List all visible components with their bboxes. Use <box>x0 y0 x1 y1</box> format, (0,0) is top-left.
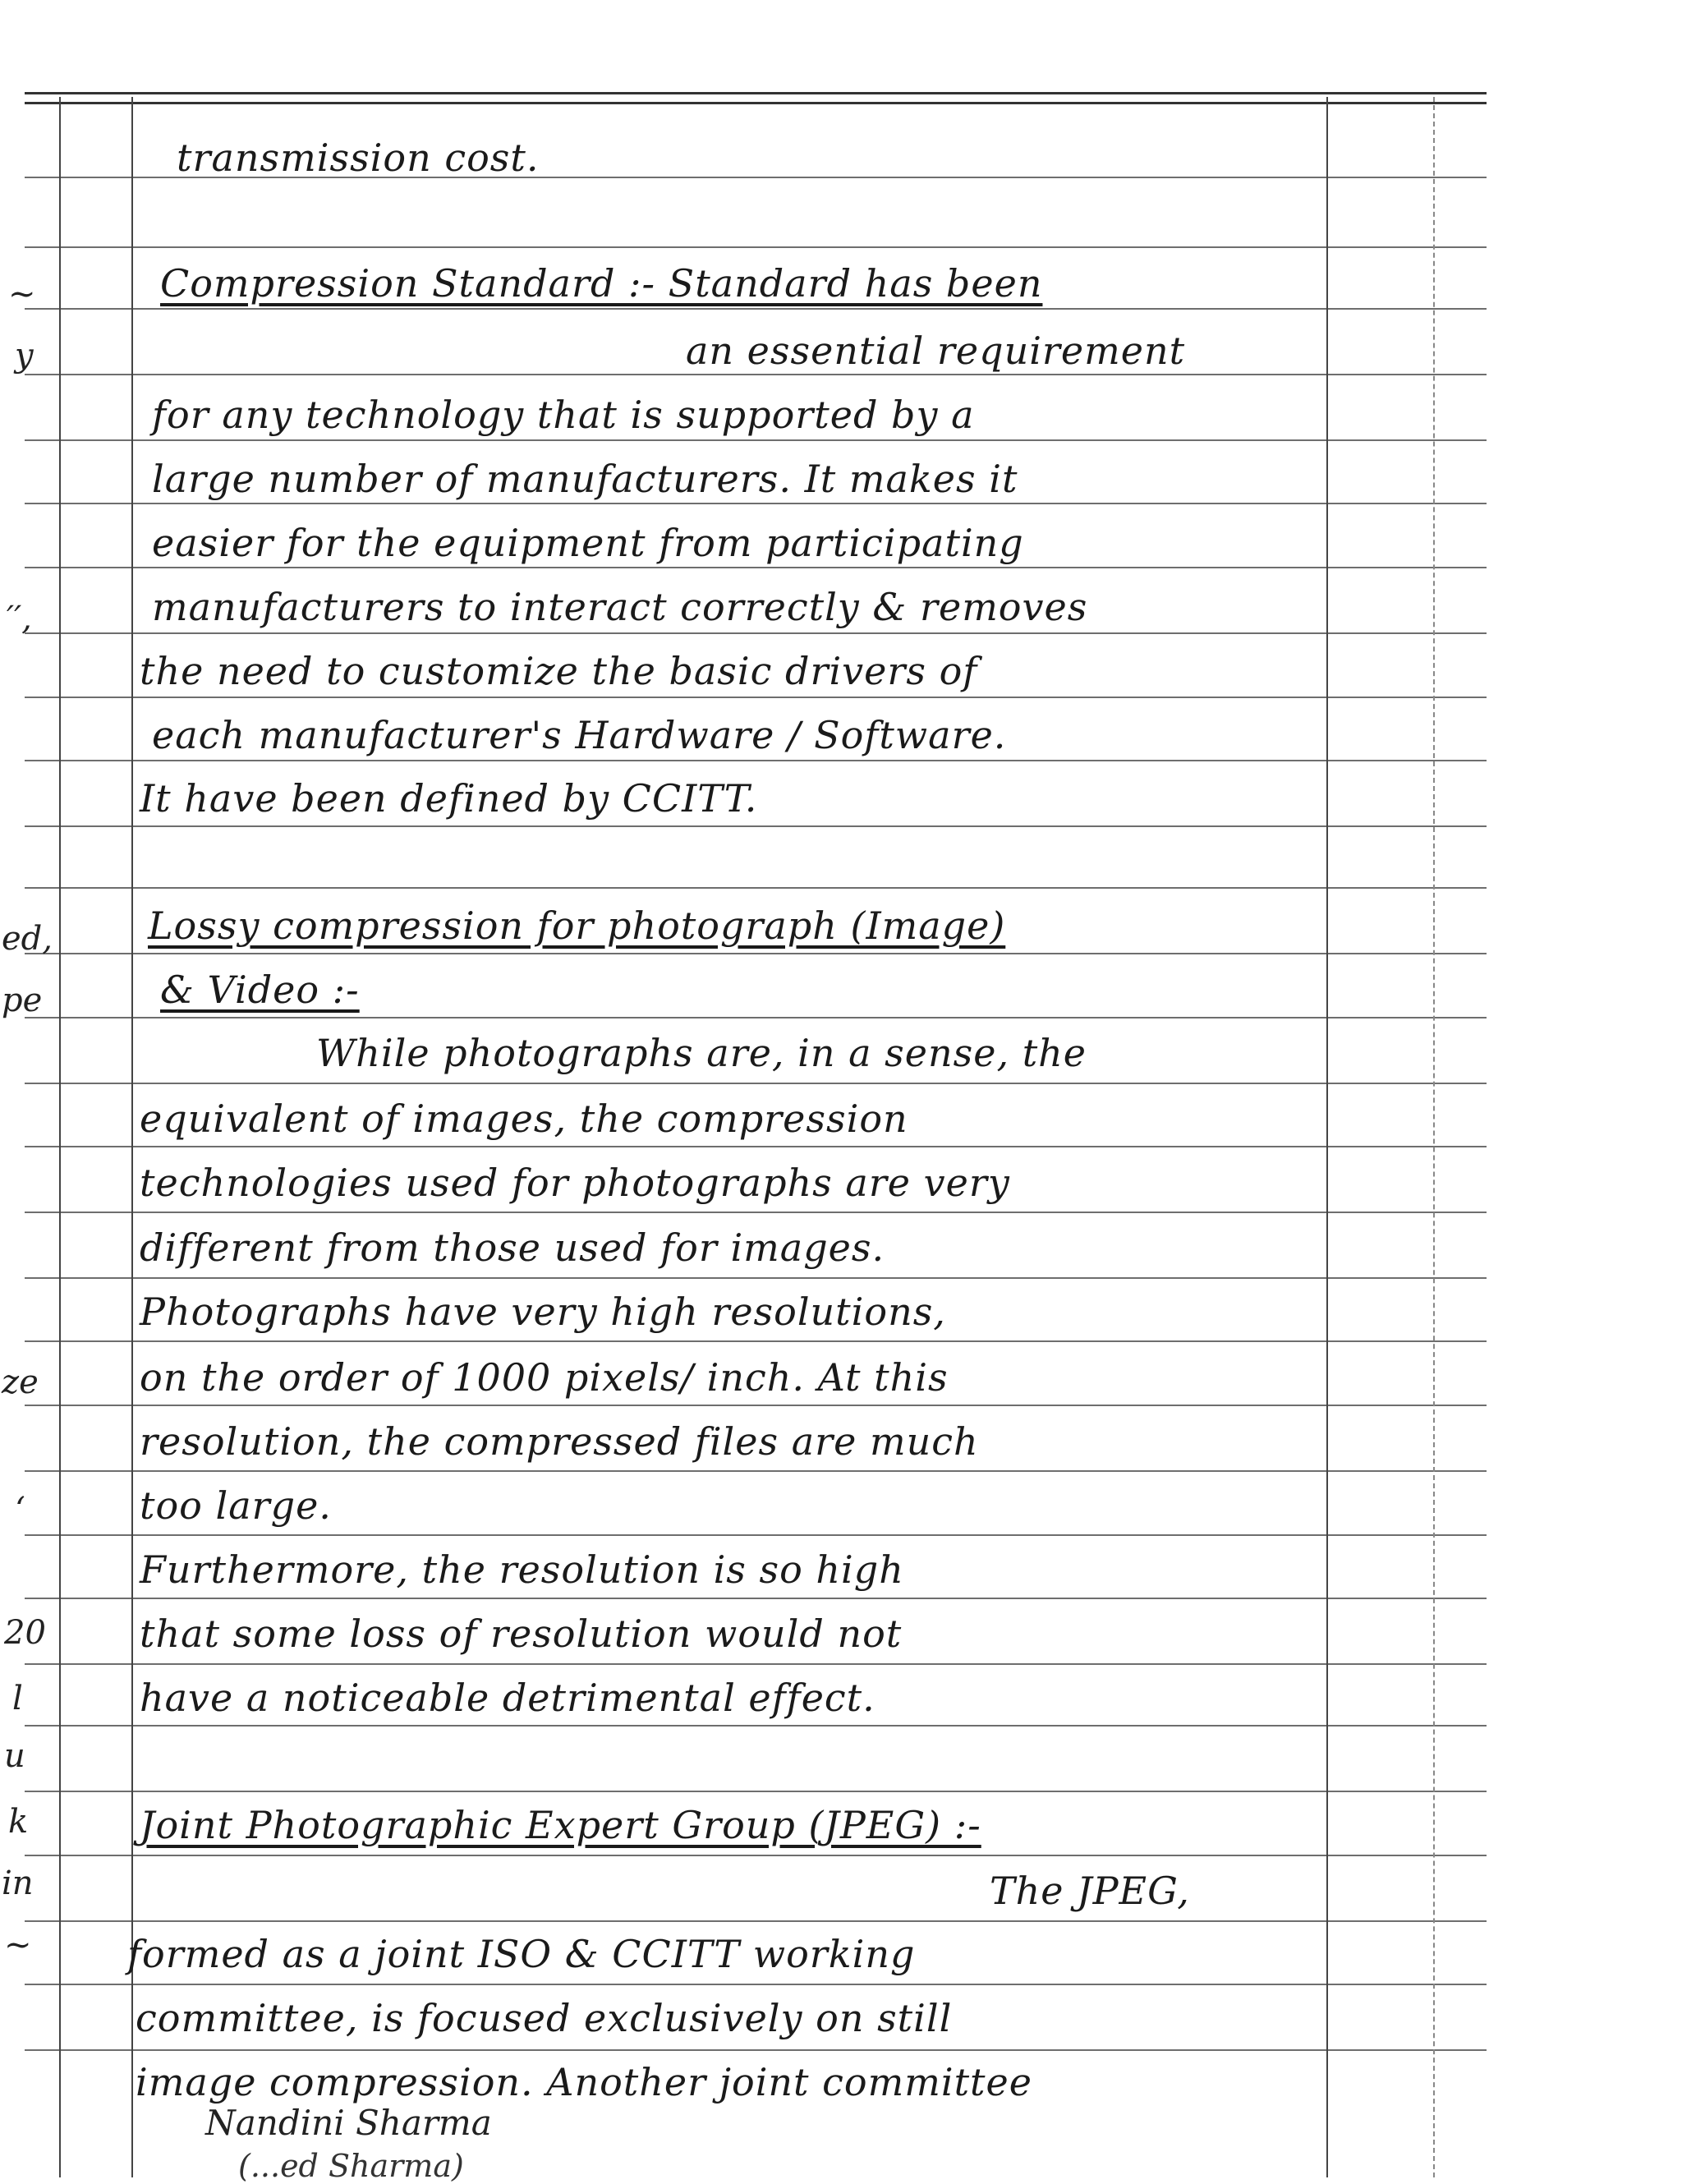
top-rule-2 <box>25 102 1487 104</box>
margin-fragment: ed, <box>2 920 53 958</box>
ruled-line <box>25 1855 1487 1856</box>
ruled-line <box>25 567 1487 568</box>
ruled-line <box>25 1146 1487 1147</box>
signature-note: (...ed Sharma) <box>238 2148 464 2184</box>
text-line: for any technology that is supported by a <box>152 393 975 437</box>
margin-fragment: u <box>4 1737 25 1775</box>
ruled-line <box>25 1017 1487 1018</box>
ruled-line <box>25 697 1487 698</box>
ruled-line <box>25 887 1487 889</box>
ruled-line <box>25 308 1487 310</box>
margin-fragment: y <box>15 337 34 375</box>
text-line: large number of manufacturers. It makes it <box>152 457 1018 501</box>
text-line: on the order of 1000 pixels/ inch. At this <box>140 1355 949 1400</box>
margin-fragment: ‘ <box>15 1491 25 1529</box>
ruled-line <box>25 1083 1487 1084</box>
text-line: transmission cost. <box>177 136 540 180</box>
ruled-line <box>25 953 1487 954</box>
text-line: too large. <box>140 1483 332 1528</box>
text-line: each manufacturer's Hardware / Software. <box>152 713 1007 757</box>
text-line: While photographs are, in a sense, the <box>316 1031 1087 1075</box>
ruled-line <box>25 1212 1487 1213</box>
heading-lossy-compression: Lossy compression for photograph (Image) <box>148 903 1006 948</box>
margin-fragment: in <box>2 1864 34 1902</box>
ruled-line <box>25 1405 1487 1406</box>
ruled-line <box>25 760 1487 761</box>
ruled-line <box>25 374 1487 375</box>
ruled-line <box>25 1920 1487 1922</box>
text-line: different from those used for images. <box>140 1225 885 1270</box>
heading-video: & Video :- <box>160 968 360 1012</box>
ruled-line <box>25 503 1487 504</box>
text-line: an essential requirement <box>686 329 1186 373</box>
text-line: formed as a joint ISO & CCITT working <box>127 1932 916 1976</box>
margin-fragment: ~ <box>8 275 36 313</box>
margin-fragment: pe <box>2 982 43 1019</box>
ruled-line <box>25 1725 1487 1727</box>
text-line: Furthermore, the resolution is so high <box>140 1547 904 1592</box>
ruled-line <box>25 1340 1487 1342</box>
text-line: easier for the equipment from participating <box>152 521 1024 565</box>
ruled-line <box>25 632 1487 634</box>
text-line: equivalent of images, the compression <box>140 1097 908 1141</box>
text-line: image compression. Another joint committee <box>136 2060 1032 2104</box>
margin-fragment: 20 <box>4 1614 46 1652</box>
ruled-line <box>25 1791 1487 1792</box>
margin-fragment: ze <box>2 1363 39 1401</box>
ruled-line <box>25 1277 1487 1279</box>
text-line: The JPEG, <box>990 1869 1190 1913</box>
text-line: It have been defined by CCITT. <box>140 776 758 821</box>
text-line: manufacturers to interact correctly & removes <box>152 585 1088 629</box>
left-margin-line <box>59 97 61 2177</box>
ruled-line <box>25 2049 1487 2051</box>
right-dashed-line <box>1433 97 1435 2177</box>
ruled-line <box>25 439 1487 441</box>
text-line: resolution, the compressed files are much <box>140 1419 979 1464</box>
text-line: that some loss of resolution would not <box>140 1612 903 1656</box>
ruled-line <box>25 1470 1487 1472</box>
top-rule <box>25 92 1487 94</box>
ruled-line <box>25 1534 1487 1536</box>
text-line: technologies used for photographs are very <box>140 1161 1010 1205</box>
ruled-line <box>25 825 1487 827</box>
text-margin-line <box>131 97 133 2177</box>
margin-fragment: l <box>12 1680 23 1717</box>
margin-fragment: k <box>8 1803 29 1841</box>
author-signature: Nandini Sharma <box>205 2103 492 2143</box>
heading-compression-standard: Compression Standard :- Standard has been <box>160 261 1043 306</box>
text-line: committee, is focused exclusively on still <box>136 1996 953 2040</box>
margin-fragment: ′′, <box>7 600 32 637</box>
text-line: Photographs have very high resolutions, <box>140 1290 946 1334</box>
ruled-line <box>25 1663 1487 1665</box>
heading-jpeg: Joint Photographic Expert Group (JPEG) :- <box>140 1803 981 1847</box>
right-margin-line <box>1326 97 1328 2177</box>
text-line: have a noticeable detrimental effect. <box>140 1676 875 1720</box>
margin-fragment: ~ <box>4 1926 32 1964</box>
ruled-line <box>25 1598 1487 1599</box>
ruled-line <box>25 246 1487 248</box>
ruled-line <box>25 1984 1487 1985</box>
text-line: the need to customize the basic drivers of <box>140 649 978 693</box>
